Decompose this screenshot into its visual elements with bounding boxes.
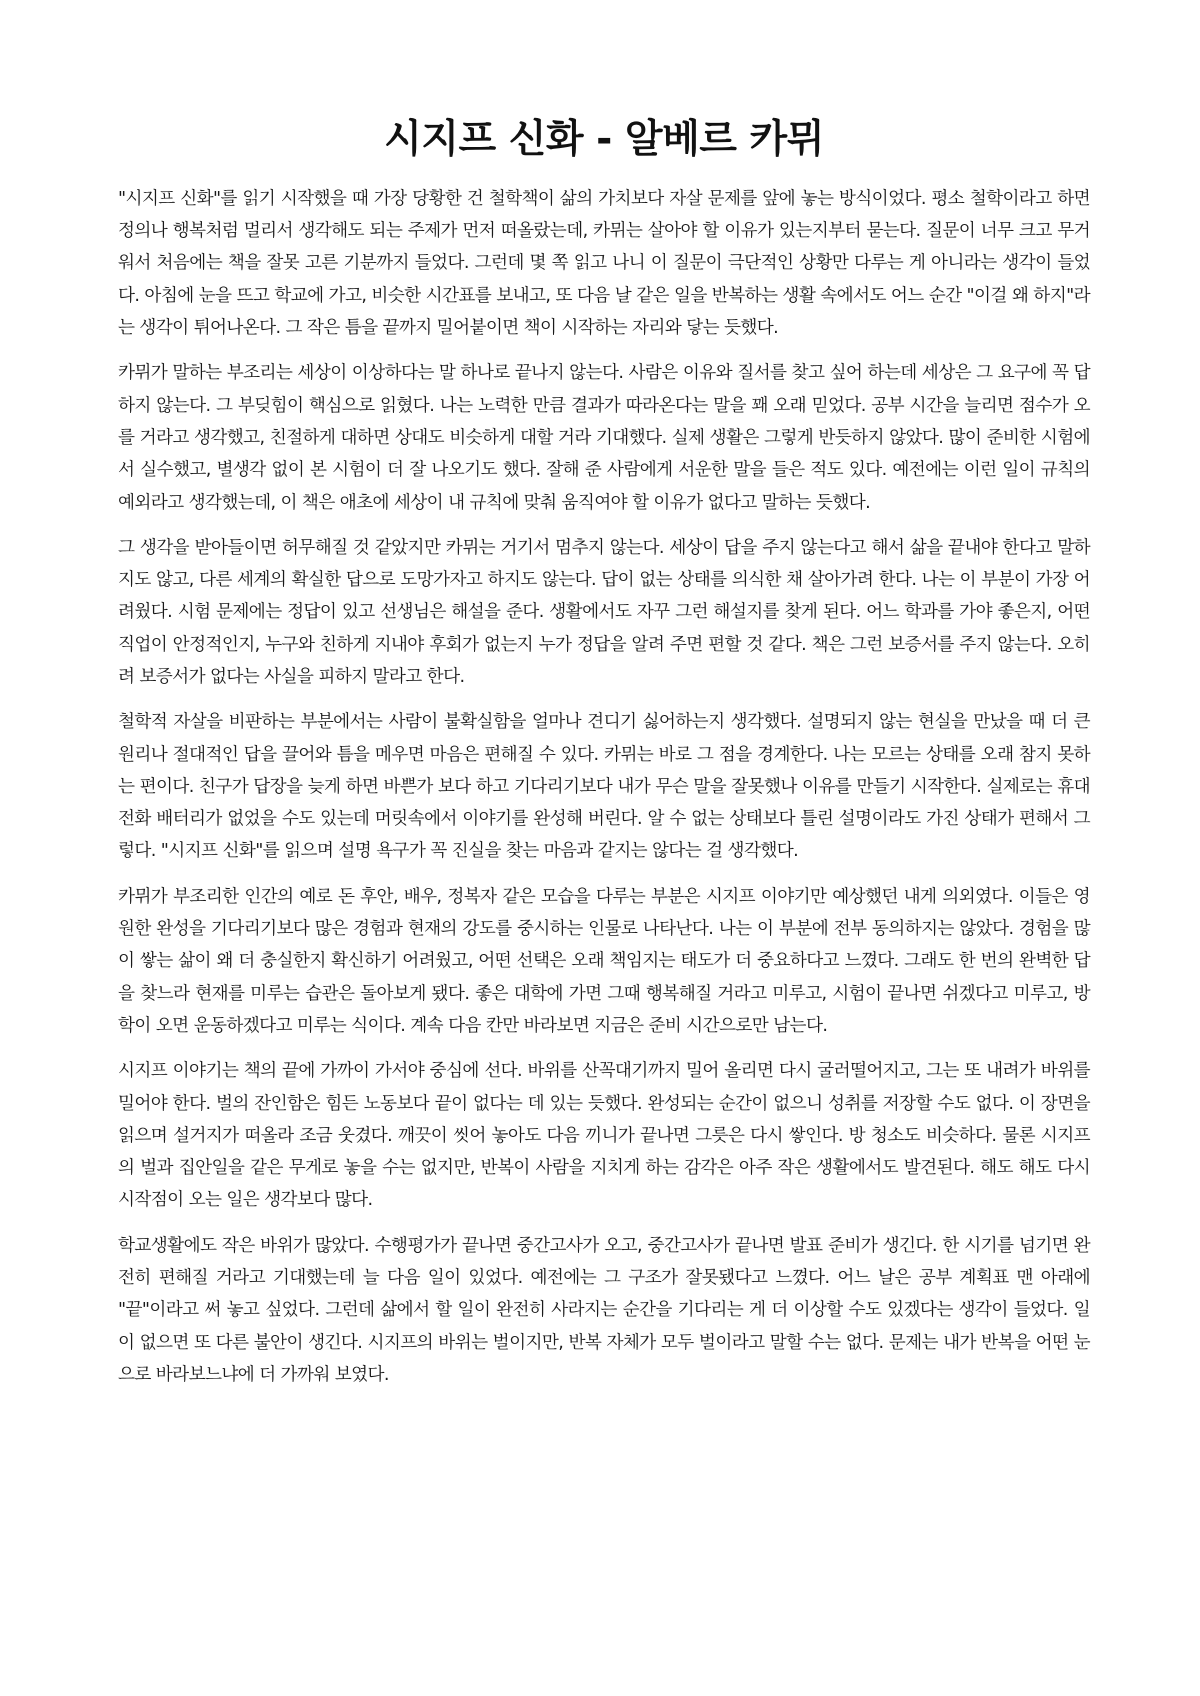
body-paragraph-1: "시지프 신화"를 읽기 시작했을 때 가장 당황한 건 철학책이 삶의 가치보다 자살 문제를 앞에 놓는 방식이었다. 평소 철학이라고 하면 정의나 행복처럼 멀리서 생각해도 되는 주제가 먼저 떠올랐는데, 카뮈는 살아야 할 이유가 있는지부터 묻는다. 질문이 너무 크고 무거워서 처음에는 책을 잘못 고른 기분까지 들었다. 그런데 몇 쪽 읽고 나니 이 질문이 극단적인 상황만 다루는 게 아니라는 생각이 들었다. 아침에 눈을 뜨고 학교에 가고, 비슷한 시간표를 보내고, 또 다음 날 같은 일을 반복하는 생활 속에서도 어느 순간 "이걸 왜 하지"라는 생각이 튀어나온다. 그 작은 틈을 끝까지 밀어붙이면 책이 시작하는 자리와 닿는 듯했다. [118,188,1090,339]
body-paragraph-4: 철학적 자살을 비판하는 부분에서는 사람이 불확실함을 얼마나 견디기 싫어하는지 생각했다. 설명되지 않는 현실을 만났을 때 더 큰 원리나 절대적인 답을 끌어와 틈을 메우면 마음은 편해질 수 있다. 카뮈는 바로 그 점을 경계한다. 나는 모르는 상태를 오래 참지 못하는 편이다. 친구가 답장을 늦게 하면 바쁜가 보다 하고 기다리기보다 내가 무슨 말을 잘못했나 이유를 만들기 시작한다. 실제로는 휴대전화 배터리가 없었을 수도 있는데 머릿속에서 이야기를 완성해 버린다. 알 수 없는 상태보다 틀린 설명이라도 가진 상태가 편해서 그렇다. "시지프 신화"를 읽으며 설명 욕구가 꼭 진실을 찾는 마음과 같지는 않다는 걸 생각했다. [118,712,1090,862]
document-title: 시지프 신화 - 알베르 카뮈 [384,117,824,162]
body-paragraph-2: 카뮈가 말하는 부조리는 세상이 이상하다는 말 하나로 끝나지 않는다. 사람은 이유와 질서를 찾고 싶어 하는데 세상은 그 요구에 꼭 답하지 않는다. 그 부딪힘이 핵심으로 읽혔다. 나는 노력한 만큼 결과가 따라온다는 말을 꽤 오래 믿었다. 공부 시간을 늘리면 점수가 오를 거라고 생각했고, 친절하게 대하면 상대도 비슷하게 대할 거라 기대했다. 실제 생활은 그렇게 반듯하지 않았다. 많이 준비한 시험에서 실수했고, 별생각 없이 본 시험이 더 잘 나오기도 했다. 잘해 준 사람에게 서운한 말을 들은 적도 있다. 예전에는 이런 일이 규칙의 예외라고 생각했는데, 이 책은 애초에 세상이 내 규칙에 맞춰 움직여야 할 이유가 없다고 말하는 듯했다. [118,363,1090,513]
body-paragraph-7: 학교생활에도 작은 바위가 많았다. 수행평가가 끝나면 중간고사가 오고, 중간고사가 끝나면 발표 준비가 생긴다. 한 시기를 넘기면 완전히 편해질 거라고 기대했는데 늘 다음 일이 있었다. 예전에는 그 구조가 잘못됐다고 느꼈다. 어느 날은 공부 계획표 맨 아래에 "끝"이라고 써 놓고 싶었다. 그런데 삶에서 할 일이 완전히 사라지는 순간을 기다리는 게 더 이상할 수도 있겠다는 생각이 들었다. 일이 없으면 또 다른 불안이 생긴다. 시지프의 바위는 벌이지만, 반복 자체가 모두 벌이라고 말할 수는 없다. 문제는 내가 반복을 어떤 눈으로 바라보느냐에 더 가까워 보였다. [118,1235,1090,1385]
body-paragraph-6: 시지프 이야기는 책의 끝에 가까이 가서야 중심에 선다. 바위를 산꼭대기까지 밀어 올리면 다시 굴러떨어지고, 그는 또 내려가 바위를 밀어야 한다. 벌의 잔인함은 힘든 노동보다 끝이 없다는 데 있는 듯했다. 완성되는 순간이 없으니 성취를 저장할 수도 없다. 이 장면을 읽으며 설거지가 떠올라 조금 웃겼다. 깨끗이 씻어 놓아도 다음 끼니가 끝나면 그릇은 다시 쌓인다. 방 청소도 비슷하다. 물론 시지프의 벌과 집안일을 같은 무게로 놓을 수는 없지만, 반복이 사람을 지치게 하는 감각은 아주 작은 생활에서도 발견된다. 해도 해도 다시 시작점이 오는 일은 생각보다 많다. [118,1061,1090,1211]
body-paragraph-3: 그 생각을 받아들이면 허무해질 것 같았지만 카뮈는 거기서 멈추지 않는다. 세상이 답을 주지 않는다고 해서 삶을 끝내야 한다고 말하지도 않고, 다른 세계의 확실한 답으로 도망가자고 하지도 않는다. 답이 없는 상태를 의식한 채 살아가려 한다. 나는 이 부분이 가장 어려웠다. 시험 문제에는 정답이 있고 선생님은 해설을 준다. 생활에서도 자꾸 그런 해설지를 찾게 된다. 어느 학과를 가야 좋은지, 어떤 직업이 안정적인지, 누구와 친하게 지내야 후회가 없는지 누가 정답을 알려 주면 편할 것 같다. 책은 그런 보증서를 주지 않는다. 오히려 보증서가 없다는 사실을 피하지 말라고 한다. [118,537,1090,687]
body-paragraph-5: 카뮈가 부조리한 인간의 예로 돈 후안, 배우, 정복자 같은 모습을 다루는 부분은 시지프 이야기만 예상했던 내게 의외였다. 이들은 영원한 완성을 기다리기보다 많은 경험과 현재의 강도를 중시하는 인물로 나타난다. 나는 이 부분에 전부 동의하지는 않았다. 경험을 많이 쌓는 삶이 왜 더 충실한지 확신하기 어려웠고, 어떤 선택은 오래 책임지는 태도가 더 중요하다고 느꼈다. 그래도 한 번의 완벽한 답을 찾느라 현재를 미루는 습관은 돌아보게 됐다. 좋은 대학에 가면 그때 행복해질 거라고 미루고, 시험이 끝나면 쉬겠다고 미루고, 방학이 오면 운동하겠다고 미루는 식이다. 계속 다음 칸만 바라보면 지금은 준비 시간으로만 남는다. [118,886,1090,1036]
